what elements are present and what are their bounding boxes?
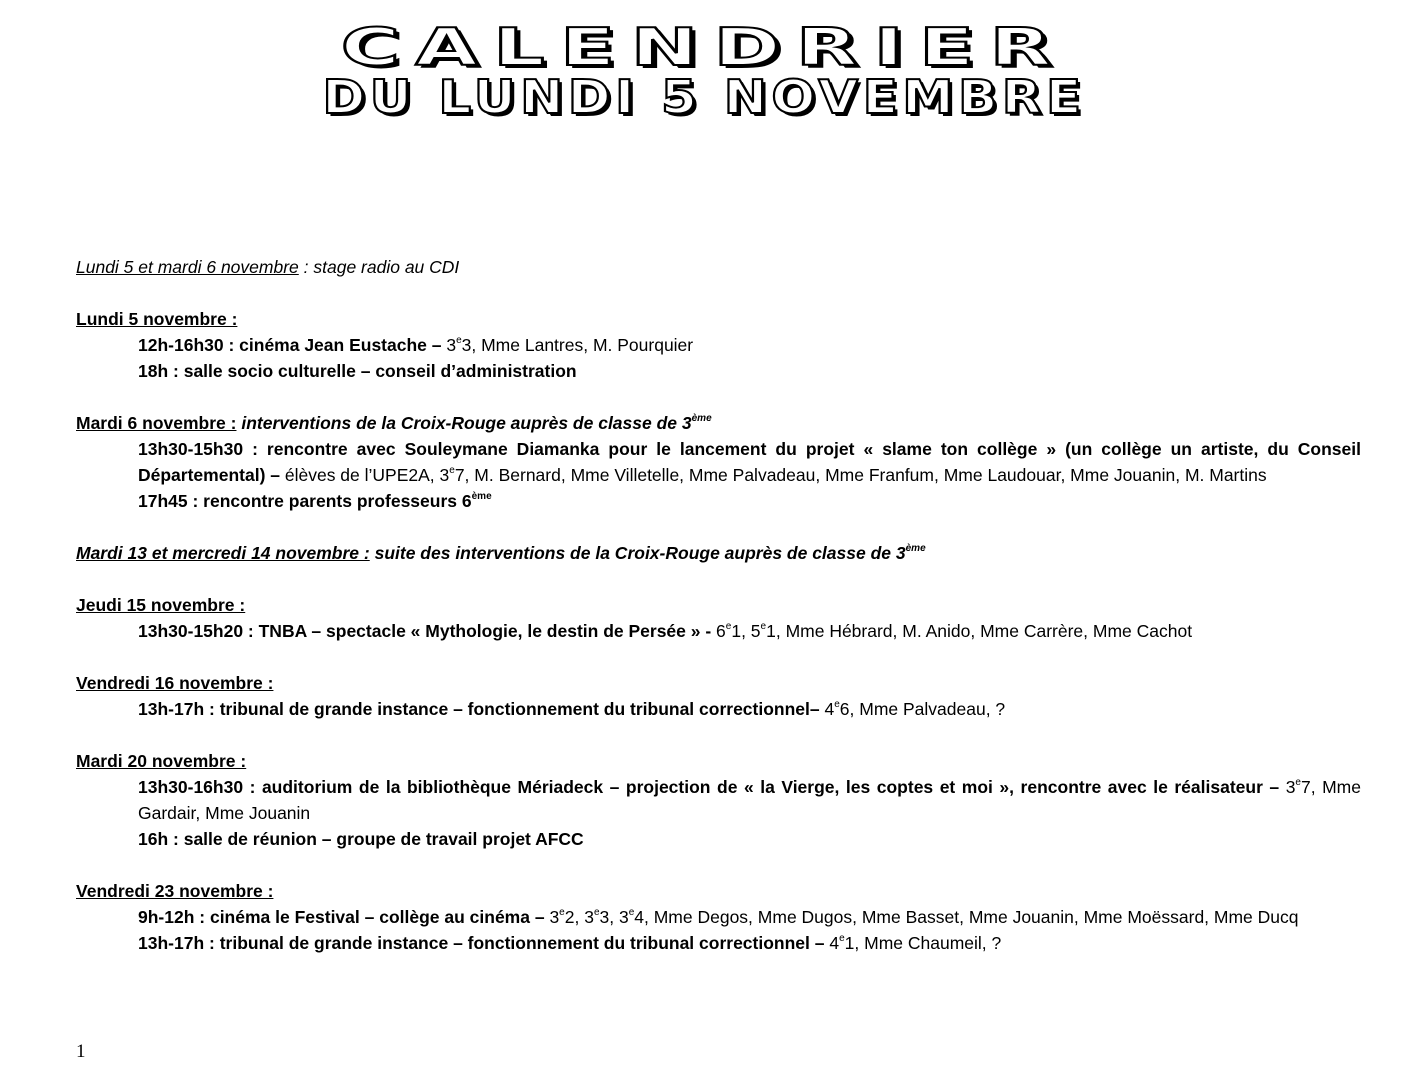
ordinal-superscript: e	[834, 699, 840, 710]
event-participants: 1, Mme Chaumeil, ?	[844, 933, 1002, 953]
section-date: Vendredi 16 novembre :	[76, 673, 274, 693]
event-participants: 6, Mme Palvadeau, ?	[839, 699, 1006, 719]
section-vendredi-23	[76, 878, 1361, 956]
section-date: Lundi 5 novembre :	[76, 309, 238, 329]
section-lundi-5	[76, 306, 1361, 384]
section-description: interventions de la Croix-Rouge auprès de classe de 3	[236, 413, 692, 433]
event-class: 3	[1285, 777, 1296, 797]
event-class: 4	[824, 699, 835, 719]
section-date: Vendredi 23 novembre :	[76, 881, 274, 901]
event-entry	[76, 696, 1361, 722]
event-participants: 7, Mme Gardair, Mme Jouanin	[138, 777, 1361, 823]
event-participants: 4, Mme Degos, Mme Dugos, Mme Basset, Mme Jouanin, Mme Moëssard, Mme Ducq	[634, 907, 1299, 927]
section-heading	[76, 306, 1361, 332]
event-title: 17h45 : rencontre parents professeurs 6	[138, 491, 472, 511]
event-class: 3	[446, 335, 457, 355]
section-date: Jeudi 15 novembre :	[76, 595, 246, 615]
event-entry	[76, 904, 1361, 930]
section-date: Mardi 20 novembre :	[76, 751, 247, 771]
event-class: 3, 3	[599, 907, 629, 927]
event-class: 3	[549, 907, 560, 927]
title-line-calendrier: CALENDRIER	[340, 18, 1068, 78]
event-entry	[76, 358, 1361, 384]
section-description: stage radio au CDI	[313, 257, 460, 277]
event-entry	[76, 618, 1361, 644]
event-title: 16h : salle de réunion – groupe de travail projet AFCC	[138, 829, 584, 849]
event-entry	[76, 774, 1361, 826]
ordinal-superscript: e	[559, 907, 565, 918]
event-class: élèves de l’UPE2A, 3	[284, 465, 450, 485]
ordinal-superscript: ème	[471, 491, 492, 502]
section-mardi-20	[76, 748, 1361, 852]
ordinal-superscript: e	[1295, 777, 1301, 788]
section-mardi-6	[76, 410, 1361, 514]
event-title: 13h-17h : tribunal de grande instance – fonctionnement du tribunal correctionnel –	[138, 933, 830, 953]
section-jeudi-15	[76, 592, 1361, 644]
event-participants: 3, Mme Lantres, M. Pourquier	[461, 335, 694, 355]
ordinal-superscript: e	[725, 621, 732, 632]
ordinal-superscript: e	[449, 465, 455, 476]
ordinal-superscript: e	[456, 335, 462, 346]
event-class: 1, 5	[731, 621, 761, 641]
section-date: Mardi 6 novembre :	[76, 413, 237, 433]
event-title: 13h30-15h20 : TNBA – spectacle « Mythologie, le destin de Persée » -	[138, 621, 717, 641]
title-line-date: DU LUNDI 5 NOVEMBRE	[322, 70, 1086, 124]
section-heading	[76, 878, 1361, 904]
section-heading	[76, 410, 1361, 436]
event-entry	[76, 488, 1361, 514]
event-title: 13h30-15h30 : rencontre avec Souleymane Diamanka pour le lancement du projet « slame ton collège » (un collège un artiste, du Conseil Départemental) –	[138, 439, 1361, 485]
event-class: 6	[716, 621, 726, 641]
event-entry	[76, 332, 1361, 358]
section-heading	[76, 254, 1361, 280]
section-heading	[76, 670, 1361, 696]
ordinal-superscript: e	[593, 907, 600, 918]
event-entry	[76, 436, 1361, 488]
section-heading	[76, 592, 1361, 618]
section-description: suite des interventions de la Croix-Rouge auprès de classe de 3	[369, 543, 906, 563]
event-title: 12h-16h30 : cinéma Jean Eustache –	[138, 335, 447, 355]
event-class: 4	[829, 933, 840, 953]
event-participants: 1, Mme Hébrard, M. Anido, Mme Carrère, Mme Cachot	[766, 621, 1193, 641]
ordinal-superscript: ème	[905, 543, 926, 554]
section-vendredi-16	[76, 670, 1361, 722]
section-mardi-13-mercredi-14	[76, 540, 1361, 566]
event-class: 2, 3	[564, 907, 594, 927]
event-participants: 7, M. Bernard, Mme Villetelle, Mme Palvadeau, Mme Franfum, Mme Laudouar, Mme Jouanin, M. Martins	[454, 465, 1267, 485]
ordinal-superscript: ème	[691, 413, 712, 424]
section-separator: :	[298, 257, 314, 277]
ordinal-superscript: e	[628, 907, 635, 918]
event-entry	[76, 930, 1361, 956]
section-heading	[76, 540, 1361, 566]
event-entry	[76, 826, 1361, 852]
ordinal-superscript: e	[839, 933, 845, 944]
section-lundi-mardi	[76, 254, 1361, 280]
event-title: 13h-17h : tribunal de grande instance – fonctionnement du tribunal correctionnel–	[138, 699, 825, 719]
section-date: Lundi 5 et mardi 6 novembre	[76, 257, 299, 277]
page-number: 1	[76, 1041, 86, 1062]
event-title: 18h : salle socio culturelle – conseil d’administration	[138, 361, 577, 381]
ordinal-superscript: e	[760, 621, 767, 632]
section-date: Mardi 13 et mercredi 14 novembre :	[76, 543, 370, 563]
document-title	[0, 18, 1408, 124]
event-title: 13h30-16h30 : auditorium de la bibliothèque Mériadeck – projection de « la Vierge, les coptes et moi », rencontre avec le réalisateur –	[138, 777, 1286, 797]
section-heading	[76, 748, 1361, 774]
calendar-content	[76, 254, 1361, 982]
event-title: 9h-12h : cinéma le Festival – collège au cinéma –	[138, 907, 550, 927]
